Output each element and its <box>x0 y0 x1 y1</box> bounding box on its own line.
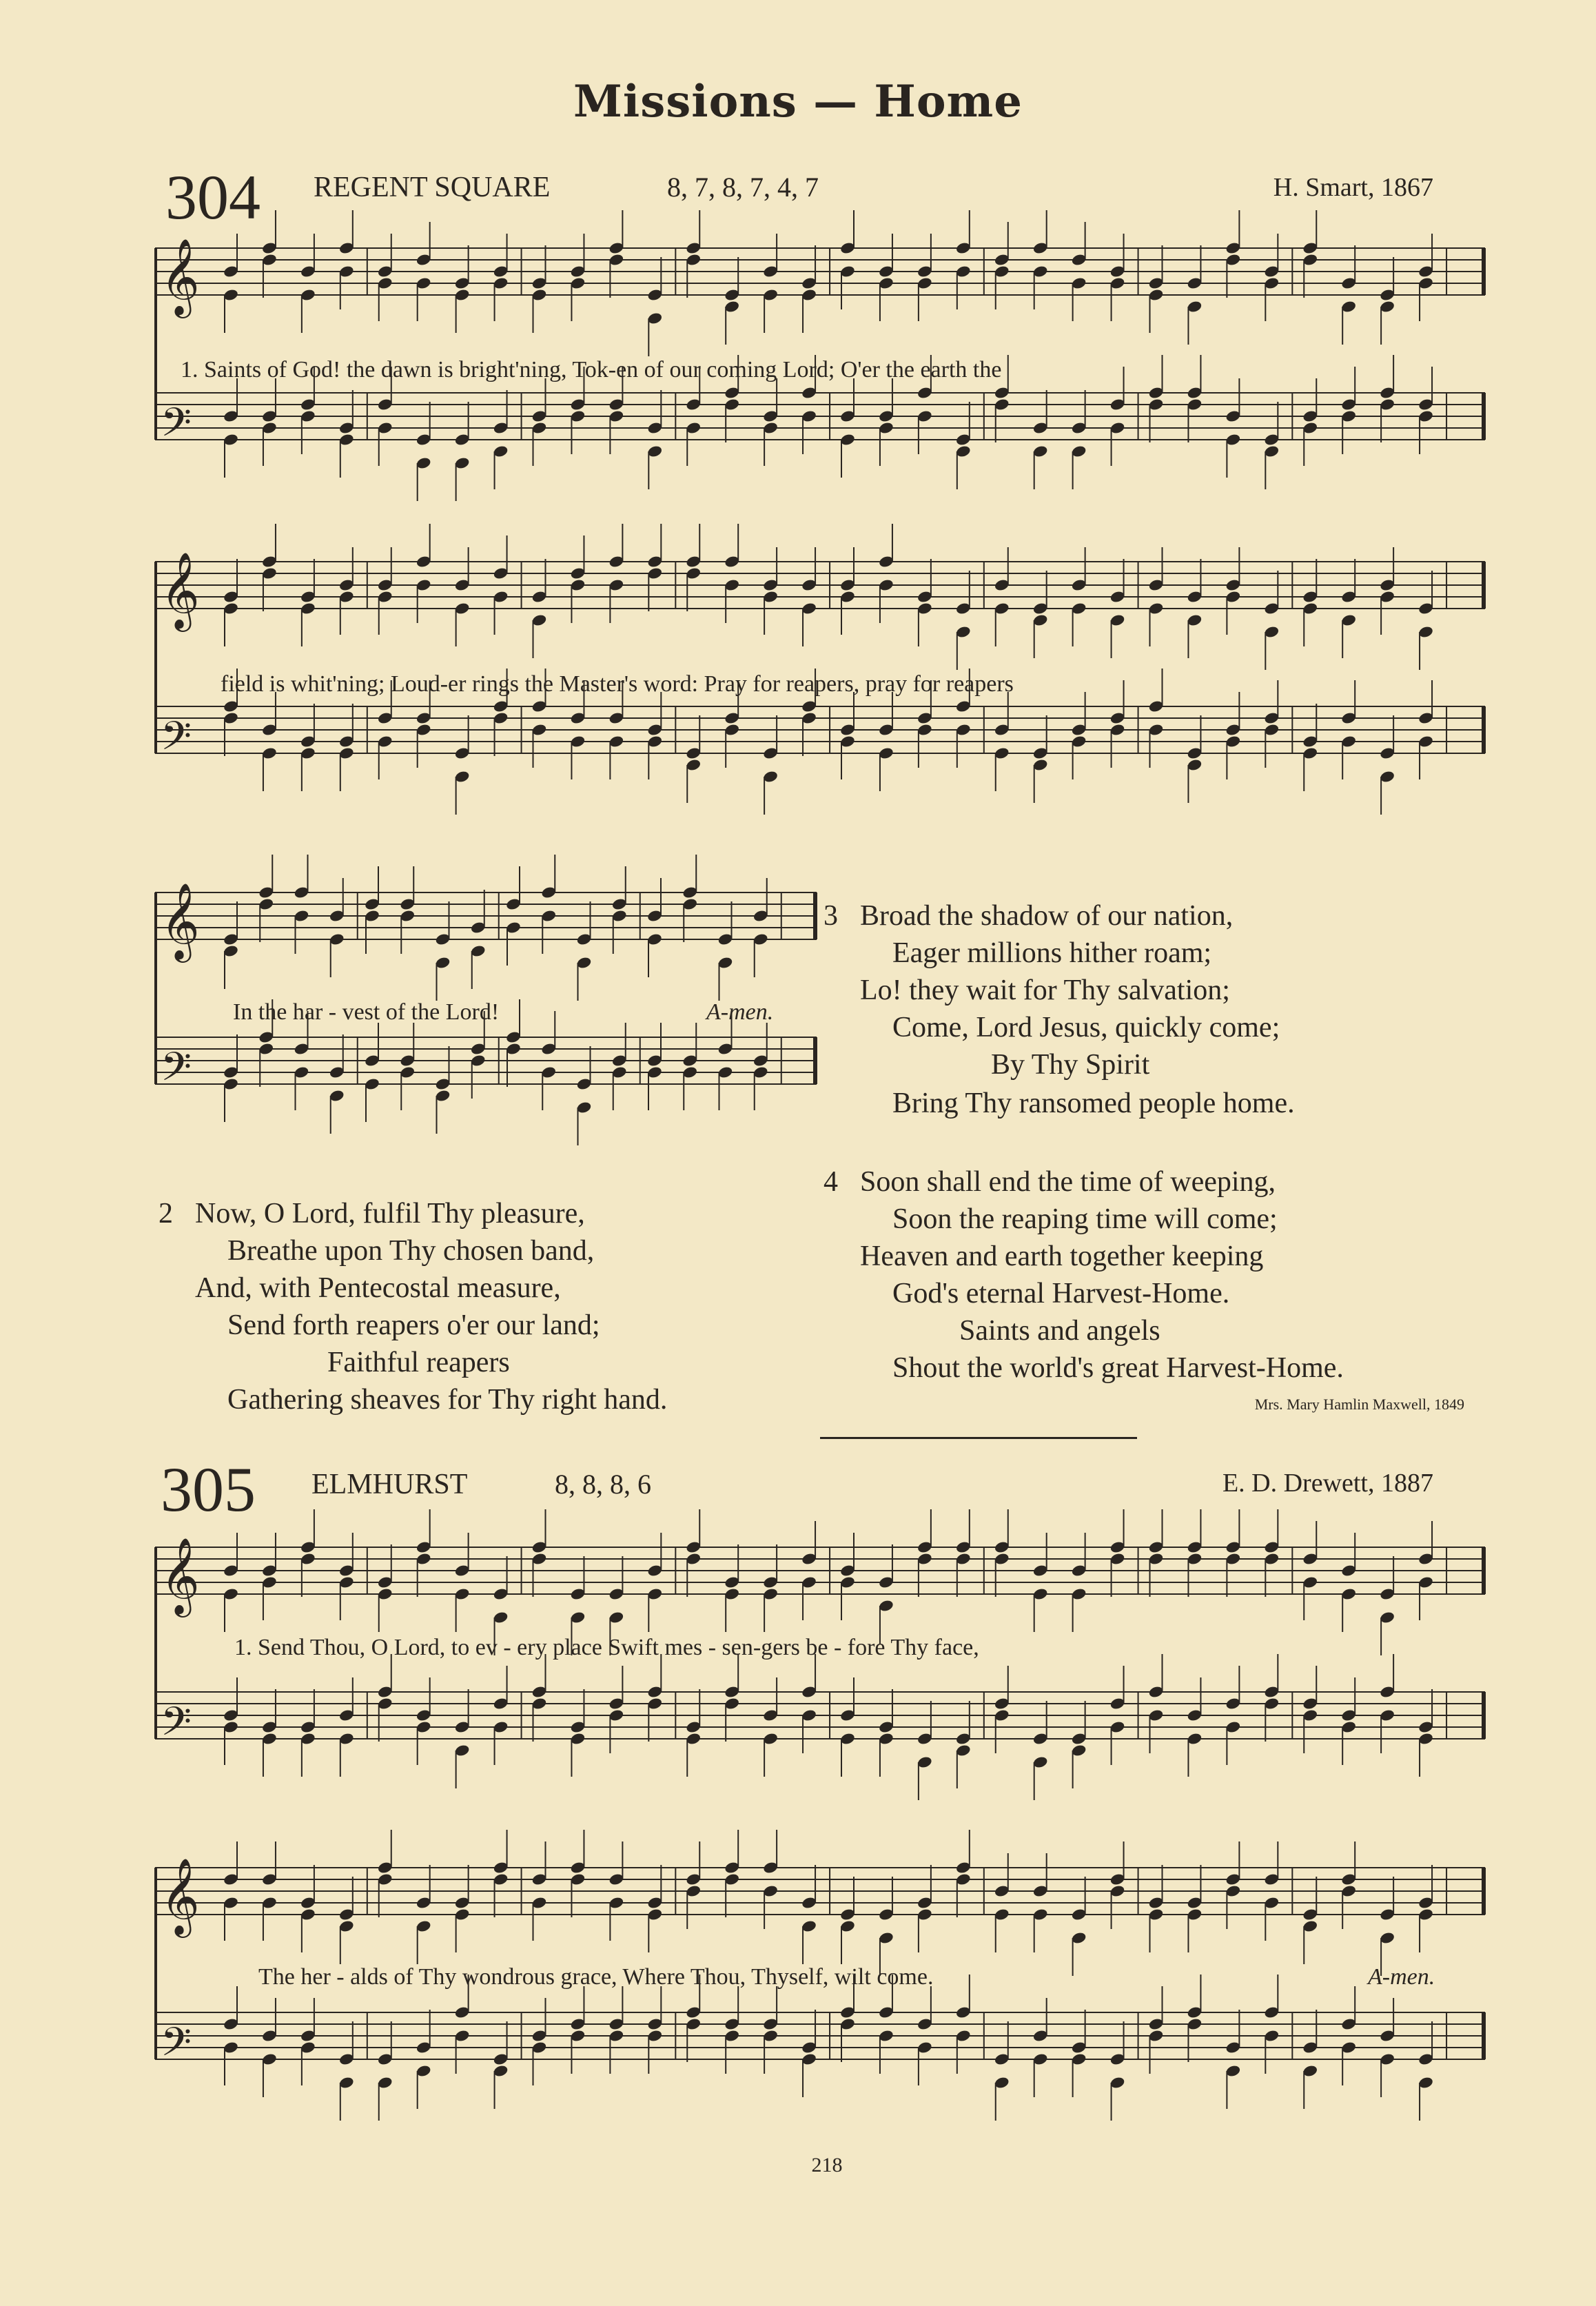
music-system-305-2 <box>155 1840 1485 2150</box>
svg-text:𝄞: 𝄞 <box>161 1537 200 1614</box>
verse3-line5: By Thy Spirit <box>991 1049 1150 1081</box>
lyrics-305-line2: The her - alds of Thy wondrous grace, Where Thou, Thyself, wilt come. <box>258 1964 934 1990</box>
music-system-305-1 <box>155 1520 1485 1809</box>
svg-text:𝄢: 𝄢 <box>161 2019 192 2075</box>
meter-304: 8, 7, 8, 7, 4, 7 <box>667 172 819 203</box>
hymn-number-305: 305 <box>161 1454 256 1524</box>
amen-304: A-men. <box>706 999 774 1025</box>
hymn-divider <box>820 1437 1137 1439</box>
svg-text:𝄢: 𝄢 <box>161 399 192 456</box>
svg-text:𝄞: 𝄞 <box>161 882 200 959</box>
verse2-line6: Gathering sheaves for Thy right hand. <box>227 1384 668 1416</box>
svg-text:𝄞: 𝄞 <box>161 1857 200 1935</box>
verse4-line5: Saints and angels <box>959 1315 1160 1347</box>
hymn-number-304: 304 <box>165 162 260 232</box>
svg-text:𝄢: 𝄢 <box>161 713 192 769</box>
verse2-line1: Now, O Lord, fulfil Thy pleasure, <box>195 1198 585 1229</box>
lyrics-305-line1: 1. Send Thou, O Lord, to ev - ery place Swift mes - sen-gers be - fore Thy face, <box>234 1635 979 1660</box>
page-number: 218 <box>811 2154 843 2176</box>
verse3-line2: Eager millions hither roam; <box>892 937 1212 969</box>
verse3-number: 3 <box>823 900 838 932</box>
composer-304: H. Smart, 1867 <box>1273 173 1433 202</box>
lyrics-304-line1: 1. Saints of God! the dawn is bright'ning, Tok-en of our coming Lord; O'er the earth the <box>181 357 1002 382</box>
verse2-line2: Breathe upon Thy chosen band, <box>227 1235 595 1267</box>
verse2-line3: And, with Pentecostal measure, <box>195 1272 561 1304</box>
verse2-line5: Faithful reapers <box>327 1347 510 1378</box>
verse3-line4: Come, Lord Jesus, quickly come; <box>892 1012 1280 1043</box>
verse3-line6: Bring Thy ransomed people home. <box>892 1088 1295 1119</box>
meter-305: 8, 8, 8, 6 <box>555 1469 651 1500</box>
verse4-line3: Heaven and earth together keeping <box>860 1241 1264 1272</box>
lyrics-304-line3: In the har - vest of the Lord! <box>233 999 500 1025</box>
svg-text:𝄢: 𝄢 <box>161 1698 192 1755</box>
verse2-line4: Send forth reapers o'er our land; <box>227 1309 600 1341</box>
section-title: Missions — Home <box>573 76 1023 127</box>
svg-text:𝄞: 𝄞 <box>161 551 200 629</box>
verse4-line4: God's eternal Harvest-Home. <box>892 1278 1230 1309</box>
verse3-line3: Lo! they wait for Thy salvation; <box>860 975 1230 1006</box>
svg-text:𝄞: 𝄞 <box>161 238 200 315</box>
svg-text:𝄢: 𝄢 <box>161 1043 192 1100</box>
amen-305: A-men. <box>1368 1964 1435 1990</box>
verse2-number: 2 <box>158 1198 173 1229</box>
tune-name-305: ELMHURST <box>311 1469 468 1500</box>
author-304: Mrs. Mary Hamlin Maxwell, 1849 <box>1254 1396 1464 1413</box>
verse4-line6: Shout the world's great Harvest-Home. <box>892 1352 1344 1384</box>
verse4-number: 4 <box>823 1166 838 1198</box>
verse4-line2: Soon the reaping time will come; <box>892 1203 1278 1235</box>
verse3-line1: Broad the shadow of our nation, <box>860 900 1234 932</box>
composer-305: E. D. Drewett, 1887 <box>1222 1469 1433 1498</box>
lyrics-304-line2: field is whit'ning; Loud-er rings the Master's word: Pray for reapers, pray for reapers <box>221 671 1014 697</box>
tune-name-304: REGENT SQUARE <box>314 172 551 203</box>
verse4-line1: Soon shall end the time of weeping, <box>860 1166 1276 1198</box>
